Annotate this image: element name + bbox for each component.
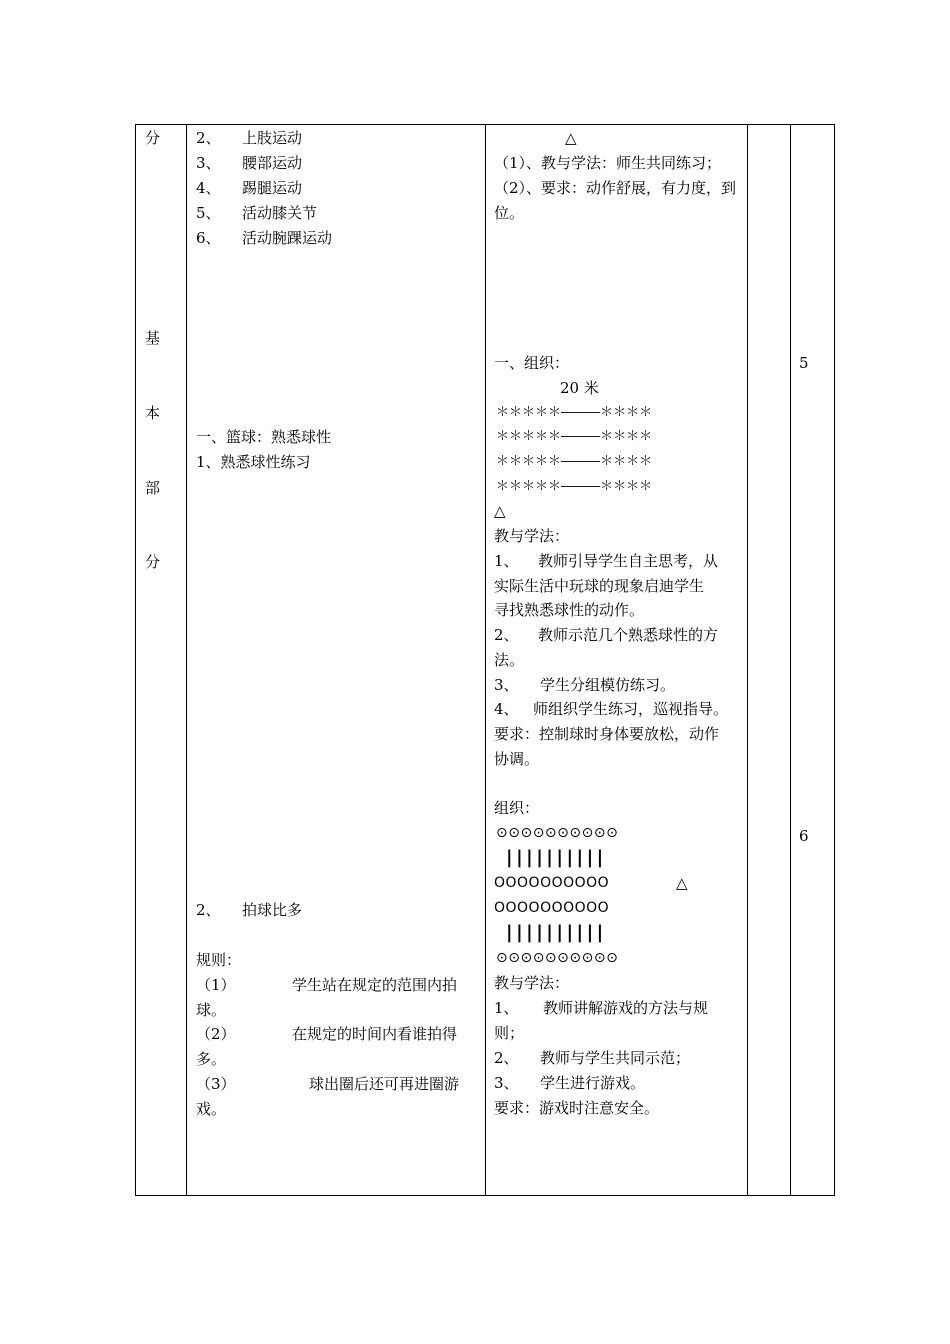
- method-text: 学生进行游戏。: [540, 1074, 646, 1092]
- rule-text: 多。: [196, 1050, 227, 1068]
- warmup-text: 腰部运动: [242, 154, 303, 172]
- warmup-method: （1）、教与学法：师生共同练习；: [494, 154, 722, 172]
- column-divider: [790, 124, 791, 1196]
- method-text: 则；: [494, 1024, 525, 1042]
- time-value: 5: [799, 354, 809, 372]
- bars-row: ||||||||||: [506, 922, 607, 943]
- rule-text: 学生站在规定的范围内拍: [292, 976, 458, 994]
- method-num: 3、: [494, 676, 519, 694]
- method-num: 1、: [494, 552, 519, 570]
- warmup-num: 3、: [196, 154, 221, 172]
- organization-label: 一、组织：: [494, 354, 570, 372]
- method-num: 1、: [494, 999, 519, 1017]
- method-text: 教师引导学生自主思考，从: [538, 552, 719, 570]
- column-divider: [485, 124, 486, 1196]
- warmup-text: 活动膝关节: [242, 204, 318, 222]
- method-text: 法。: [494, 651, 525, 669]
- formation-row: ＊＊＊＊＊—————＊＊＊＊: [496, 454, 653, 469]
- warmup-num: 5、: [196, 204, 221, 222]
- bars-row: ||||||||||: [506, 847, 607, 868]
- warmup-text: 踢腿运动: [242, 179, 303, 197]
- warmup-num: 4、: [196, 179, 221, 197]
- teacher-marker: △: [676, 874, 688, 892]
- method-num: 4、: [494, 700, 519, 718]
- rule-num: （1）: [196, 976, 236, 994]
- dots-row: ⊙⊙⊙⊙⊙⊙⊙⊙⊙⊙: [496, 825, 619, 841]
- method-label: 教与学法：: [494, 527, 570, 545]
- dots-row: ⊙⊙⊙⊙⊙⊙⊙⊙⊙⊙: [496, 950, 619, 966]
- method-num: 2、: [494, 626, 519, 644]
- rule-text: 球。: [196, 1001, 227, 1019]
- rule-num: （2）: [196, 1025, 236, 1043]
- section-char: 基: [145, 329, 161, 347]
- warmup-text: 上肢运动: [242, 129, 303, 147]
- column-divider: [186, 124, 187, 1196]
- method-num: 3、: [494, 1074, 519, 1092]
- section-char: 本: [145, 404, 161, 422]
- section-char: 分: [145, 129, 161, 147]
- method-label: 教与学法：: [494, 974, 570, 992]
- practice-title: 1、熟悉球性练习: [196, 453, 311, 471]
- teacher-marker: △: [565, 129, 577, 147]
- column-divider: [747, 124, 748, 1196]
- method-text: 教师与学生共同示范；: [540, 1049, 691, 1067]
- rule-text: 戏。: [196, 1100, 227, 1118]
- game-num: 2、: [196, 901, 221, 919]
- method-text: 师组织学生练习，巡视指导。: [533, 700, 729, 718]
- time-value: 6: [799, 827, 809, 845]
- teacher-marker: △: [494, 502, 506, 520]
- formation-row: ＊＊＊＊＊—————＊＊＊＊: [496, 479, 653, 494]
- formation-row: ＊＊＊＊＊—————＊＊＊＊: [496, 405, 653, 420]
- circles-row: OOOOOOOOOO: [494, 875, 610, 891]
- distance-label: 20 米: [560, 379, 599, 397]
- section-char: 部: [145, 479, 161, 497]
- warmup-num: 2、: [196, 129, 221, 147]
- method-text: 学生分组模仿练习。: [540, 676, 676, 694]
- method-num: 2、: [494, 1049, 519, 1067]
- method-text: 教师讲解游戏的方法与规: [543, 999, 709, 1017]
- requirement-text: 要求：游戏时注意安全。: [494, 1099, 660, 1117]
- warmup-text: 活动腕踝运动: [242, 229, 333, 247]
- circles-row: OOOOOOOOOO: [494, 900, 610, 916]
- formation-row: ＊＊＊＊＊—————＊＊＊＊: [496, 429, 653, 444]
- section-char: 分: [145, 553, 161, 571]
- requirement-text: 要求：控制球时身体要放松，动作: [494, 725, 720, 743]
- rule-text: 球出圈后还可再进圈游: [309, 1075, 460, 1093]
- warmup-requirement: 位。: [494, 204, 525, 222]
- game-title: 拍球比多: [242, 901, 303, 919]
- requirement-text: 协调。: [494, 750, 540, 768]
- basketball-title: 一、篮球：熟悉球性: [196, 428, 332, 446]
- rule-num: （3）: [196, 1075, 236, 1093]
- method-text: 寻找熟悉球性的动作。: [494, 601, 645, 619]
- organization-label: 组织：: [494, 799, 540, 817]
- method-text: 实际生活中玩球的现象启迪学生: [494, 577, 705, 595]
- warmup-requirement: （2）、要求：动作舒展，有力度，到: [494, 179, 737, 197]
- method-text: 教师示范几个熟悉球性的方: [538, 626, 719, 644]
- rule-text: 在规定的时间内看谁拍得: [292, 1025, 458, 1043]
- warmup-num: 6、: [196, 229, 221, 247]
- rules-label: 规则：: [196, 951, 242, 969]
